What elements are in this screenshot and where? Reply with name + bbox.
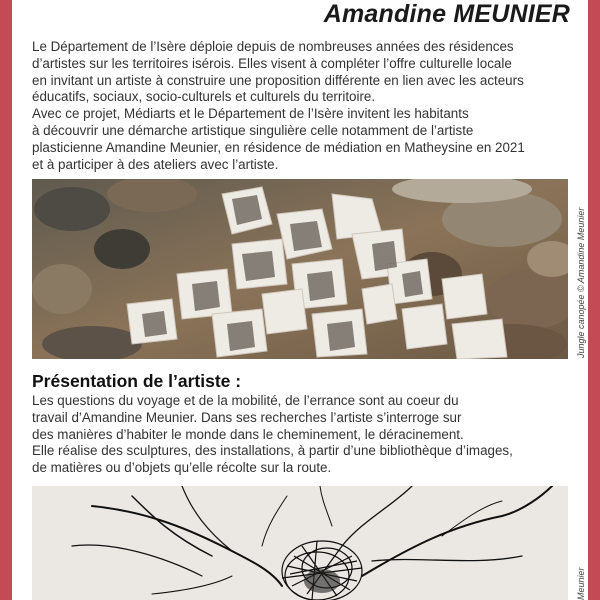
poster-page (12, 0, 588, 600)
intro-paragraph (32, 39, 572, 173)
intro-line: Le Département de l’Isère déploie depuis de nombreuses années des résidences (32, 39, 514, 54)
photo1-credit-caption: Jungle canopée © Amandine Meunier (576, 207, 586, 358)
intro-line: à découvrir une démarche artistique singulière celle notamment de l’artiste (32, 122, 474, 138)
artwork-photo-jungle-canopee (32, 179, 568, 359)
ink-roots-illustration (32, 486, 568, 600)
presentation-line: des manières d’habiter le monde dans le cheminement, le déracinement. (32, 426, 464, 442)
presentation-line: Les questions du voyage et de la mobilité, de l’errance sont au coeur du (32, 393, 459, 408)
presentation-heading: Présentation de l’artiste : (32, 371, 242, 391)
intro-line: d’artistes sur les territoires isérois. Elles visent à compléter l’offre culturelle locale (32, 55, 512, 71)
artist-name-title: Amandine MEUNIER (323, 0, 570, 28)
photo2-credit-caption: Meunier (576, 567, 586, 600)
presentation-line: Elle réalise des sculptures, des installations, à partir d’une bibliothèque d’images, (32, 443, 513, 459)
intro-line: Avec ce projet, Médiarts et le Département de l’Isère invitent les habitants (32, 106, 469, 122)
intro-line: et à participer à des ateliers avec l’artiste. (32, 156, 279, 172)
presentation-line: de matières ou d’objets qu’elle récolte sur la route. (32, 460, 332, 476)
intro-line: plasticienne Amandine Meunier, en résidence de médiation en Matheysine en 2021 (32, 139, 525, 155)
paper-sculpture-illustration (32, 179, 568, 359)
artwork-photo-ink-roots (32, 486, 568, 600)
presentation-line: travail d’Amandine Meunier. Dans ses recherches l’artiste s’interroge sur (32, 409, 462, 425)
intro-line: en invitant un artiste à construire une proposition différente en lien avec les acteurs (32, 72, 524, 88)
presentation-paragraph (32, 393, 572, 477)
intro-line: éducatifs, sociaux, socio-culturels et culturels du territoire. (32, 89, 376, 105)
